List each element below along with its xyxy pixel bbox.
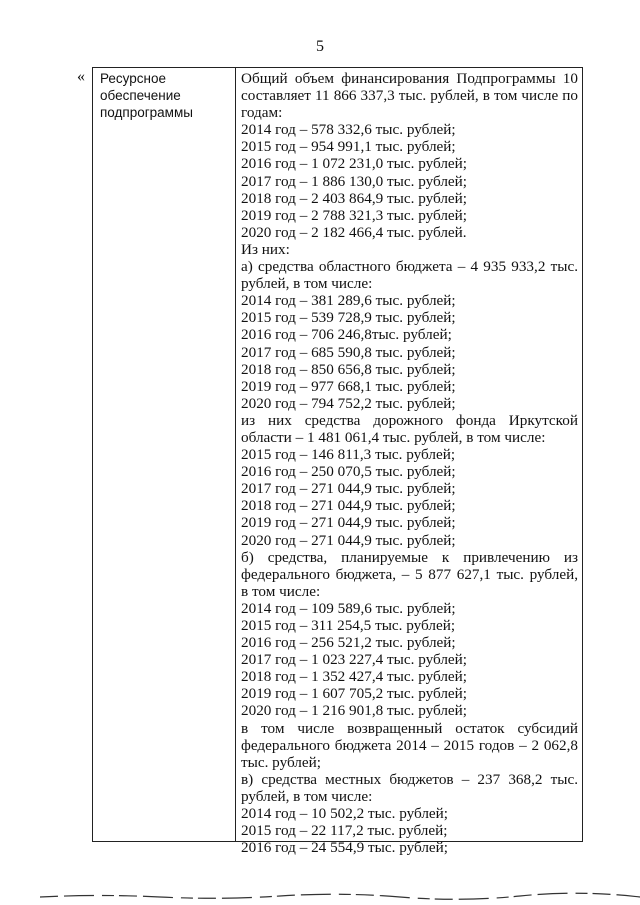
content-line: 2017 год – 271 044,9 тыс. рублей; [241,480,456,498]
content-line: 2019 год – 977 668,1 тыс. рублей; [241,377,456,395]
content-line: а) средства областного бюджета – 4 935 933,2 тыс. [241,258,578,276]
content-line: из них средства дорожного фонда Иркутской [241,411,578,429]
content-line: 2015 год – 22 117,2 тыс. рублей; [241,822,448,840]
content-line: 2018 год – 850 656,8 тыс. рублей; [241,360,456,378]
content-line: 2014 год – 381 289,6 тыс. рублей; [241,292,456,310]
content-line: б) средства, планируемые к привлечению из [241,548,578,566]
content-line: тыс. рублей; [241,753,321,771]
label-line: подпрограммы [100,105,193,120]
content-line: 2017 год – 1 886 130,0 тыс. рублей; [241,172,468,190]
content-line: в том числе: [241,582,321,600]
content-line: 2020 год – 271 044,9 тыс. рублей; [241,531,456,549]
label-line: обеспечение [100,88,181,103]
resource-table [92,67,583,857]
content-line: 2018 год – 2 403 864,9 тыс. рублей; [241,189,468,207]
content-line: 2020 год – 794 752,2 тыс. рублей; [241,394,456,412]
opening-quote-mark: « [77,68,85,85]
content-line: Общий объем финансирования Подпрограммы 10 [241,70,578,87]
content-line: 2015 год – 539 728,9 тыс. рублей; [241,309,456,327]
content-line: 2016 год – 250 070,5 тыс. рублей; [241,463,456,481]
content-line: в том числе возвращенный остаток субсидий [241,719,578,737]
content-line: 2014 год – 109 589,6 тыс. рублей; [241,599,456,617]
content-line: 2016 год – 706 246,8тыс. рублей; [241,326,452,344]
content-line: 2015 год – 311 254,5 тыс. рублей; [241,617,456,634]
content-line: в) средства местных бюджетов – 237 368,2 тыс. [241,770,578,788]
content-line: области – 1 481 061,4 тыс. рублей, в том числе: [241,428,546,446]
table-label-cell [93,68,236,841]
content-line: 2019 год – 2 788 321,3 тыс. рублей; [241,206,468,224]
content-line: 2020 год – 2 182 466,4 тыс. рублей. [241,223,467,241]
content-line: 2014 год – 10 502,2 тыс. рублей; [241,805,449,823]
content-line: 2015 год – 146 811,3 тыс. рублей; [241,446,456,464]
content-line: 2017 год – 1 023 227,4 тыс. рублей; [241,651,468,669]
content-line: 2014 год – 578 332,6 тыс. рублей; [241,121,456,139]
content-line: рублей, в том числе: [241,787,373,805]
content-line: составляет 11 866 337,3 тыс. рублей, в том числе по [241,87,578,105]
content-line: Из них: [241,240,290,258]
page-number: 5 [316,38,324,55]
content-line: 2020 год – 1 216 901,8 тыс. рублей; [241,702,468,720]
content-line: федерального бюджета 2014 – 2015 годов – 2 062,8 [241,736,578,754]
content-line: 2019 год – 271 044,9 тыс. рублей; [241,514,456,532]
content-line: 2016 год – 24 554,9 тыс. рублей; [241,839,449,857]
label-line: Ресурсное [100,71,166,86]
content-line: 2018 год – 271 044,9 тыс. рублей; [241,497,456,515]
content-line: рублей, в том числе: [241,275,373,293]
content-line: 2017 год – 685 590,8 тыс. рублей; [241,343,456,361]
content-line: 2018 год – 1 352 427,4 тыс. рублей; [241,668,468,686]
content-line: 2016 год – 1 072 231,0 тыс. рублей; [241,155,468,173]
content-line: федерального бюджета, – 5 877 627,1 тыс. рублей, [241,565,578,583]
table-content-cell [236,68,582,857]
content-line: 2015 год – 954 991,1 тыс. рублей; [241,138,456,156]
content-line: годам: [241,104,283,122]
content-line: 2019 год – 1 607 705,2 тыс. рублей; [241,685,468,703]
content-line: 2016 год – 256 521,2 тыс. рублей; [241,634,456,652]
cut-off-text-line [40,891,640,901]
